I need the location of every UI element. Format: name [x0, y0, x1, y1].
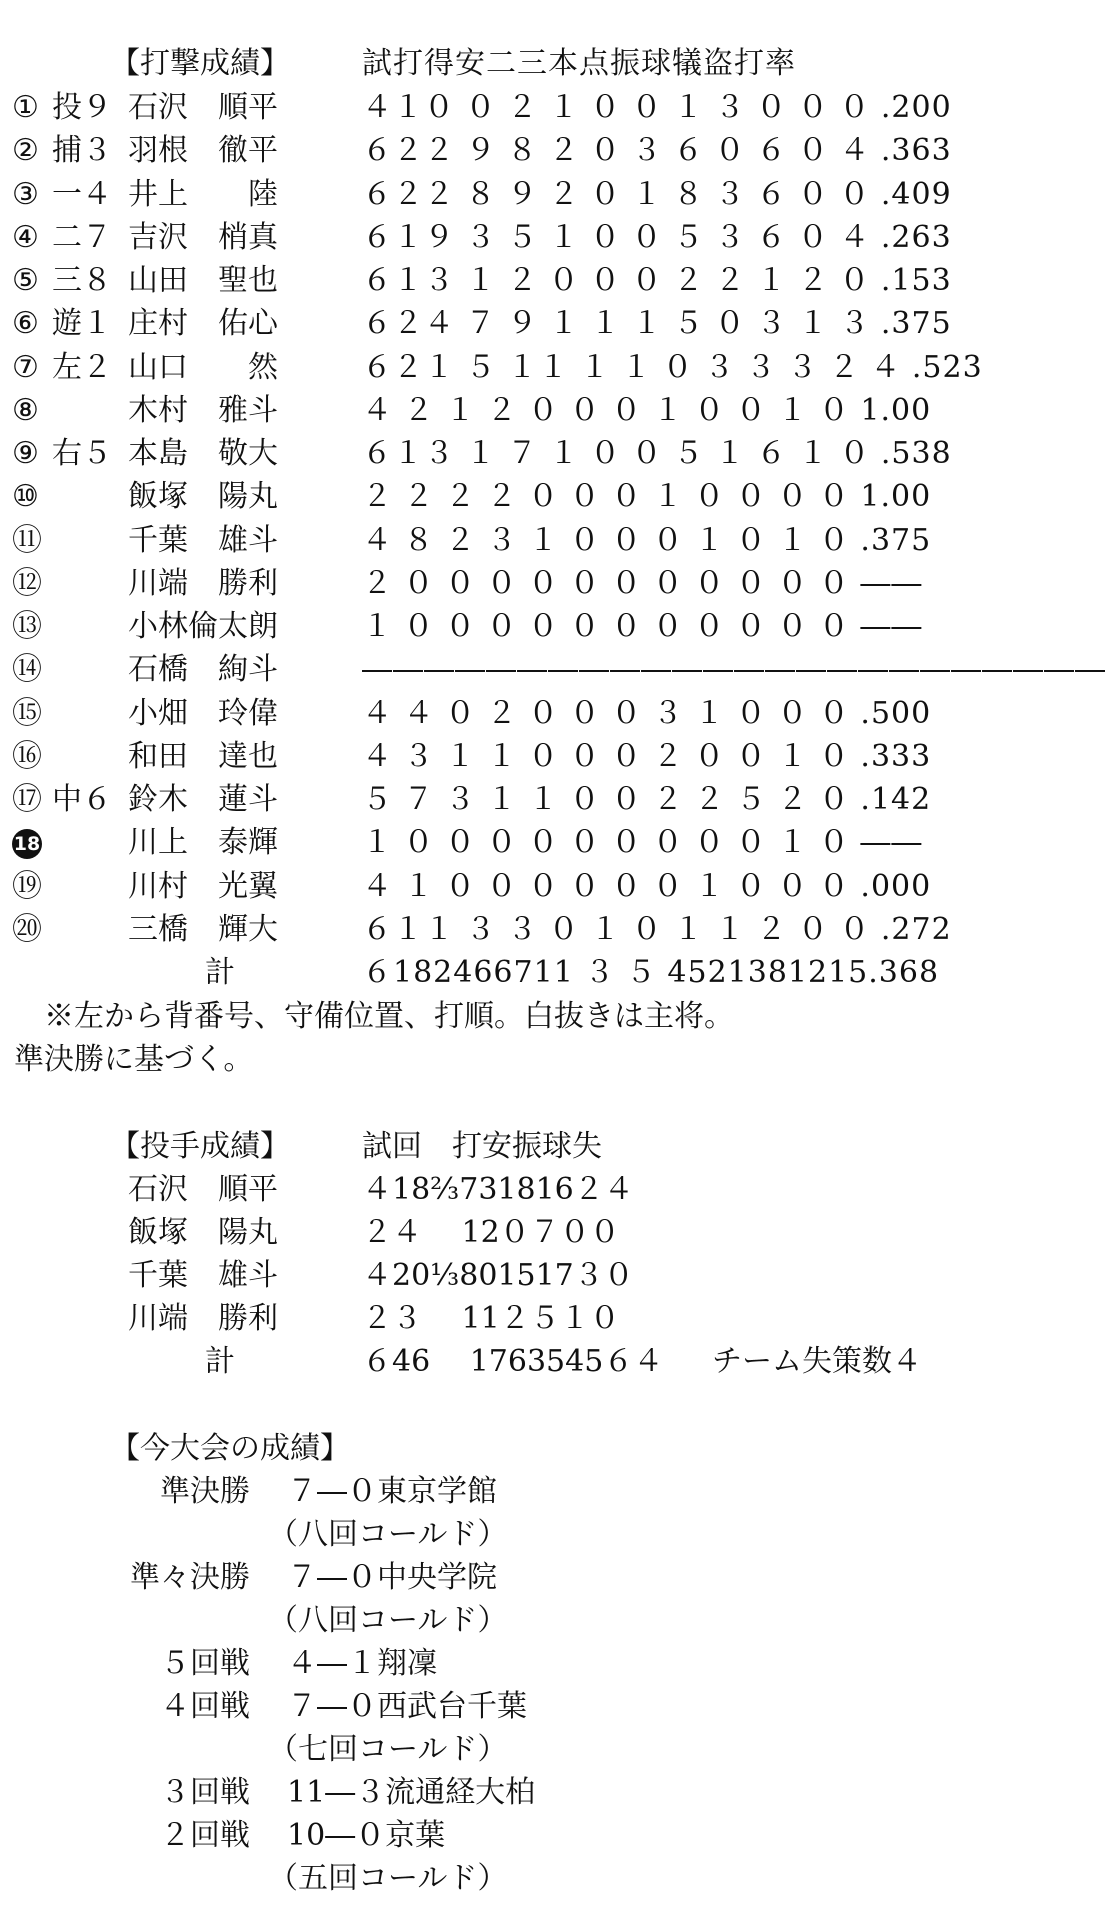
game-note: （八回コールド） [268, 1603, 508, 1638]
jersey-number: ③ [12, 176, 39, 212]
player-name: 飯塚 陽丸 [128, 479, 278, 515]
batting-stats: ２ ０ ０ ０ ０ ０ ０ ０ ０ ０ ０ ０ ―― [362, 565, 923, 601]
batting-stats: ６２１ ５ １１ １ １ ０ ３ ３ ３ ２ ４ .523 [362, 349, 983, 385]
player-name: 川村 光翼 [128, 868, 278, 904]
jersey-number: ⑰ [12, 782, 42, 817]
batting-stats: ６１３ １ ２ ０ ０ ０ ２ ２ １ ２ ０ .153 [362, 263, 952, 298]
game-score: ７―０中央学院 [287, 1560, 497, 1595]
position-order: 右５ [52, 436, 112, 471]
batting-stats: ４１０ ０ ２ １ ０ ０ １ ３ ０ ０ ０ .200 [362, 90, 952, 125]
batting-stats: ６２４ ７ ９ １ １ １ ５ ０ ３ １ ３ .375 [362, 306, 952, 342]
position-order: 捕３ [52, 133, 112, 169]
batting-total-row [0, 951, 940, 994]
game-score: ４―１翔凜 [287, 1646, 437, 1681]
captain-jersey-badge: 18 [12, 829, 42, 859]
player-name: 石橋 絢斗 [128, 652, 278, 688]
batting-total-label: 計 [205, 955, 235, 990]
jersey-number: ④ [12, 219, 39, 255]
round-label: 準決勝 [160, 1474, 250, 1509]
player-name: 小林倫太朗 [128, 609, 278, 644]
batting-stats: ６１１ ３ ３ ０ １ ０ １ １ ２ ０ ０ .272 [362, 911, 952, 947]
pitching-total-row [0, 1340, 922, 1383]
player-name: 千葉 雄斗 [128, 522, 278, 558]
game-note: （五回コールド） [268, 1861, 508, 1896]
jersey-number: ⑬ [12, 609, 42, 644]
pitcher-name: 千葉 雄斗 [128, 1258, 278, 1293]
player-name: 山口 然 [128, 349, 278, 385]
batting-note-2: 準決勝に基づく。 [14, 1042, 254, 1077]
jersey-number: ⑥ [12, 306, 39, 342]
pitching-title: 【投手成績】 [110, 1129, 290, 1164]
position-order: 三８ [52, 263, 112, 298]
batting-stats: ４ １ ０ ０ ０ ０ ０ ０ １ ０ ０ ０ .000 [362, 868, 932, 904]
jersey-number: ⑮ [12, 695, 42, 731]
position-order: 二７ [52, 219, 112, 255]
player-name: 羽根 徹平 [128, 133, 278, 169]
player-name: 川端 勝利 [128, 565, 278, 601]
round-label: ５回戦 [160, 1646, 250, 1681]
position-order: 左２ [52, 349, 112, 385]
game-score: 11―３流通経大柏 [287, 1775, 536, 1810]
position-order: 遊１ [52, 306, 112, 342]
player-name: 木村 雅斗 [128, 392, 278, 428]
batting-header [0, 42, 796, 85]
player-name: 本島 敬大 [128, 436, 278, 471]
batting-stats: １ ０ ０ ０ ０ ０ ０ ０ ０ ０ ０ ０ ―― [362, 609, 923, 644]
game-score: ７―０西武台千葉 [287, 1689, 527, 1724]
pitching-columns: 試回 打安振球失 [362, 1129, 602, 1164]
round-label: ２回戦 [160, 1818, 250, 1853]
jersey-number: ⑤ [12, 263, 39, 298]
pitcher-name: 石沢 順平 [128, 1172, 278, 1207]
pitching-total-label: 計 [205, 1344, 235, 1379]
batting-total-stats: ６182466711 ３ ５ 4521381215.368 [362, 955, 940, 990]
pitching-header [0, 1125, 602, 1168]
pitching-stats: ４20⅓801517３０ [362, 1258, 634, 1293]
player-name: 和田 達也 [128, 738, 278, 774]
position-order: 中６ [52, 782, 112, 817]
jersey-number: ② [12, 133, 39, 169]
jersey-number: ⑳ [12, 911, 42, 947]
tournament-title: 【今大会の成績】 [110, 1431, 350, 1466]
batting-stats: ４ ８ ２ ３ １ ０ ０ ０ １ ０ １ ０ .375 [362, 522, 932, 558]
pitcher-name: 川端 勝利 [128, 1301, 278, 1336]
pitching-stats: ２３ 11２５１０ [362, 1301, 620, 1336]
tournament-header [0, 1427, 350, 1470]
jersey-number: ⑪ [12, 522, 42, 558]
player-name: 井上 陸 [128, 176, 278, 212]
player-name: 小畑 玲偉 [128, 695, 278, 731]
game-score: 10―０京葉 [287, 1818, 446, 1853]
player-name: 吉沢 梢真 [128, 219, 278, 255]
position-order: 一４ [52, 176, 112, 212]
batting-stats: １ ０ ０ ０ ０ ０ ０ ０ ０ ０ １ ０ ―― [362, 825, 923, 861]
game-score: ７―０東京学館 [287, 1474, 497, 1509]
batting-stats: ２ ２ ２ ２ ０ ０ ０ １ ０ ０ ０ ０ 1.00 [362, 479, 932, 515]
jersey-number: ⑨ [12, 436, 39, 471]
jersey-number: ① [12, 90, 39, 125]
batting-note-1: ※左から背番号、守備位置、打順。白抜きは主将。 [14, 999, 734, 1034]
jersey-number: ⑯ [12, 738, 42, 774]
batting-title: 【打撃成績】 [110, 46, 290, 81]
jersey-number: ⑭ [12, 652, 42, 688]
game-note: （七回コールド） [268, 1732, 508, 1767]
jersey-number: ⑫ [12, 565, 42, 601]
batting-stats: ６２２ ９ ８ ２ ０ ３ ６ ０ ６ ０ ４ .363 [362, 133, 952, 169]
jersey-number: ⑦ [12, 349, 39, 385]
batting-stats: ６１９ ３ ５ １ ０ ０ ５ ３ ６ ０ ４ .263 [362, 219, 952, 255]
batting-stats: ６１３ １ ７ １ ０ ０ ５ １ ６ １ ０ .538 [362, 436, 952, 471]
team-errors: チーム失策数４ [712, 1344, 922, 1379]
batting-columns: 試打得安二三本点振球犠盗打率 [362, 46, 796, 81]
jersey-number: ⑲ [12, 868, 42, 904]
player-name: 山田 聖也 [128, 263, 278, 298]
pitching-total-stats: ６46 1763545６４ [362, 1344, 664, 1379]
batting-stats: ―――――――――――――――――――――――― [362, 652, 1106, 688]
pitching-stats: ２４ 12０７００ [362, 1215, 620, 1250]
round-label: ４回戦 [160, 1689, 250, 1724]
jersey-number: ⑩ [12, 479, 39, 515]
jersey-number [12, 821, 52, 864]
player-name: 川上 泰輝 [128, 825, 278, 861]
batting-stats: ４ ４ ０ ２ ０ ０ ０ ３ １ ０ ０ ０ .500 [362, 695, 932, 731]
player-name: 石沢 順平 [128, 90, 278, 125]
player-name: 三橋 輝大 [128, 911, 278, 947]
batting-stats: ４ ３ １ １ ０ ０ ０ ２ ０ ０ １ ０ .333 [362, 738, 932, 774]
player-name: 庄村 佑心 [128, 306, 278, 342]
batting-stats: ６２２ ８ ９ ２ ０ １ ８ ３ ６ ０ ０ .409 [362, 176, 952, 212]
batting-stats: ５ ７ ３ １ １ ０ ０ ２ ２ ５ ２ ０ .142 [362, 782, 932, 817]
pitching-stats: ４18⅔731816２４ [362, 1172, 634, 1207]
round-label: 準々決勝 [130, 1560, 250, 1595]
pitcher-name: 飯塚 陽丸 [128, 1215, 278, 1250]
game-note: （八回コールド） [268, 1517, 508, 1552]
position-order: 投９ [52, 90, 112, 125]
batting-stats: ４ ２ １ ２ ０ ０ ０ １ ０ ０ １ ０ 1.00 [362, 392, 932, 428]
player-name: 鈴木 蓮斗 [128, 782, 278, 817]
jersey-number: ⑧ [12, 392, 39, 428]
round-label: ３回戦 [160, 1775, 250, 1810]
